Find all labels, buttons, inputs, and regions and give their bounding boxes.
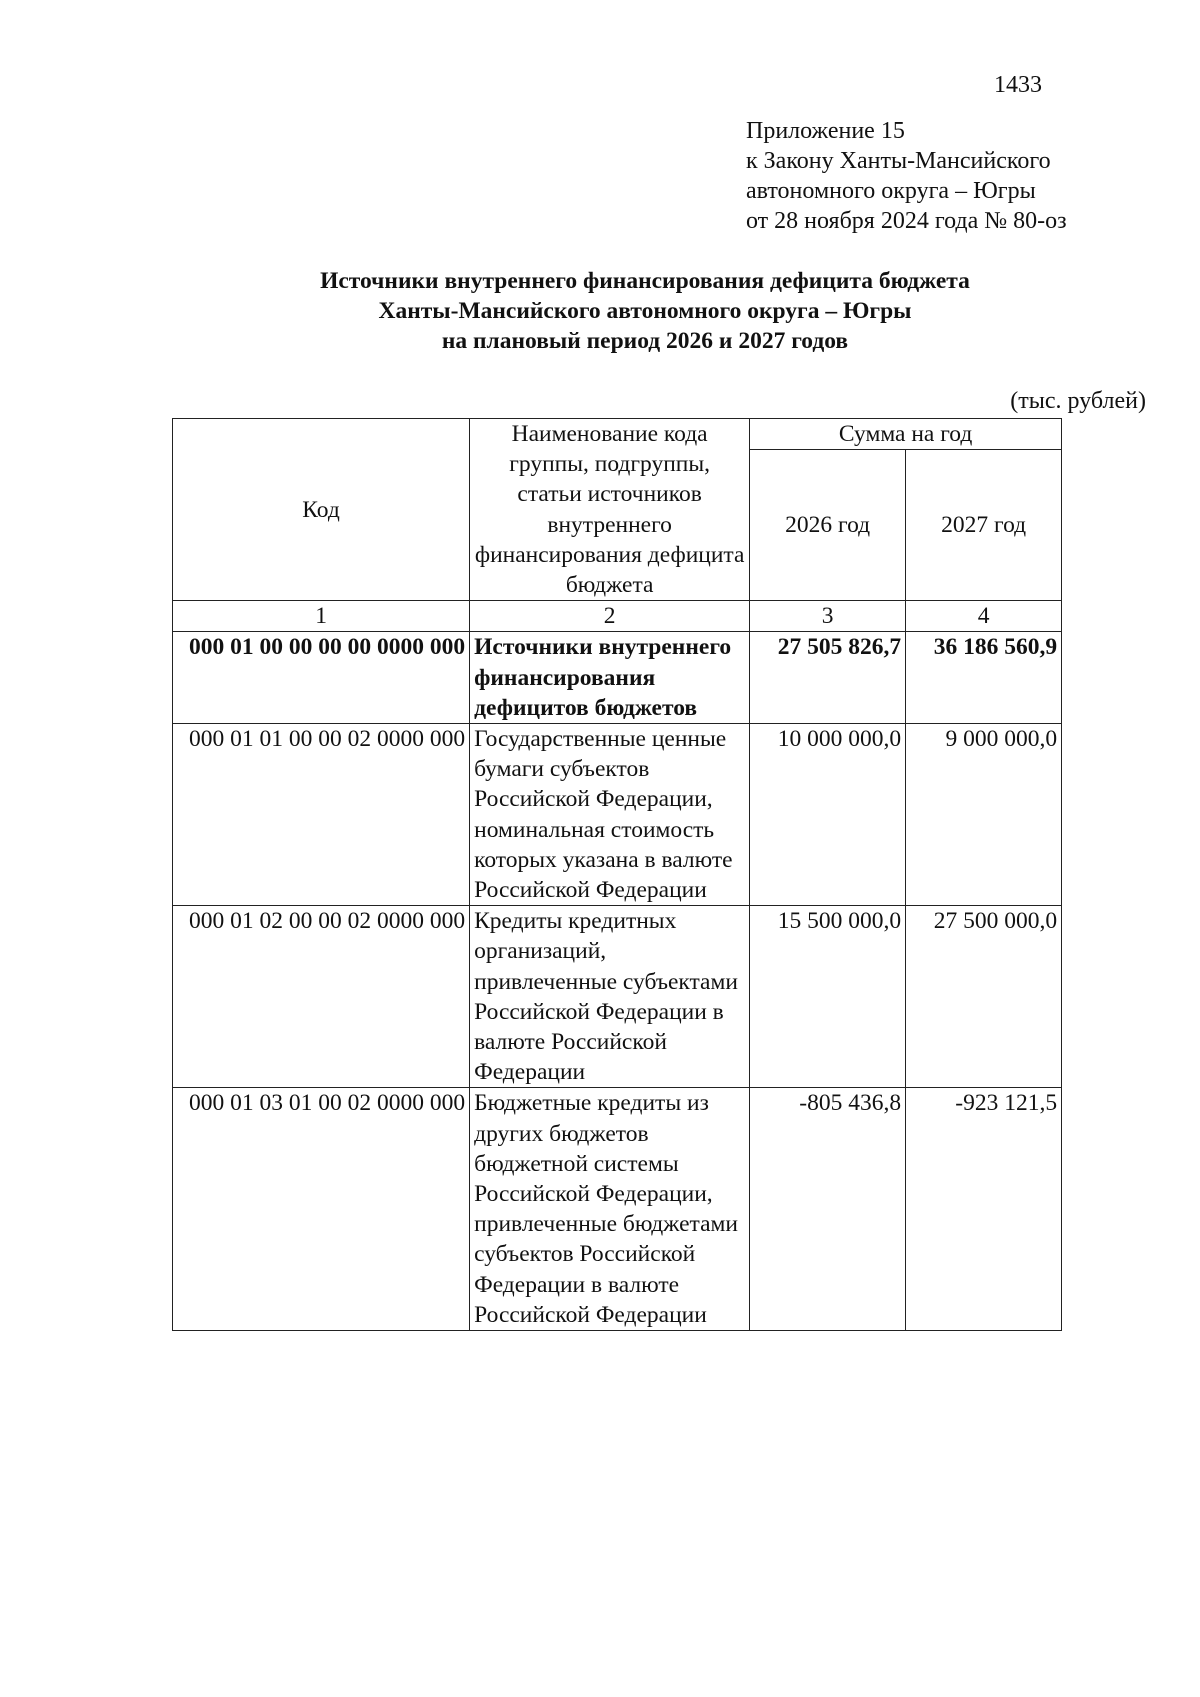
row-amount-2027: 9 000 000,0 (906, 724, 1062, 906)
column-number: 3 (750, 601, 906, 632)
column-number: 4 (906, 601, 1062, 632)
title-line-2: Ханты-Мансийского автономного округа – Югры (378, 298, 912, 324)
column-number: 2 (470, 601, 750, 632)
row-code: 000 01 03 01 00 02 0000 000 (173, 1088, 470, 1331)
column-number-row (173, 601, 1062, 632)
document-title (0, 266, 1200, 356)
row-amount-2027: -923 121,5 (906, 1088, 1062, 1331)
row-amount-2026: 10 000 000,0 (750, 724, 906, 906)
appendix-reference (746, 116, 1067, 236)
page-number: 1433 (994, 72, 1042, 98)
row-amount-2026: 27 505 826,7 (750, 632, 906, 724)
row-name: Кредиты кредитных организаций, привлеченные субъектами Российской Федерации в валюте Российской Федерации (470, 906, 750, 1088)
row-amount-2026: 15 500 000,0 (750, 906, 906, 1088)
header-year-2026: 2026 год (750, 450, 906, 601)
header-year-2027: 2027 год (906, 450, 1062, 601)
units-label: (тыс. рублей) (1010, 388, 1146, 414)
table-row (173, 1088, 1062, 1331)
row-name: Государственные ценные бумаги субъектов Российской Федерации, номинальная стоимость которых указана в валюте Российской Федерации (470, 724, 750, 906)
row-code: 000 01 00 00 00 00 0000 000 (173, 632, 470, 724)
financing-sources-table (172, 418, 1062, 1331)
column-number: 1 (173, 601, 470, 632)
row-name: Источники внутреннего финансирования дефицитов бюджетов (470, 632, 750, 724)
appendix-line-3: автономного округа – Югры (746, 178, 1036, 204)
row-name: Бюджетные кредиты из других бюджетов бюджетной системы Российской Федерации, привлеченные бюджетами субъектов Российской Федерации в валюте Российской Федерации (470, 1088, 750, 1331)
header-code: Код (173, 419, 470, 601)
appendix-line-4: от 28 ноября 2024 года № 80-оз (746, 208, 1067, 234)
header-row (173, 419, 1062, 450)
appendix-line-2: к Закону Ханты-Мансийского (746, 148, 1051, 174)
table-row (173, 724, 1062, 906)
row-code: 000 01 02 00 00 02 0000 000 (173, 906, 470, 1088)
appendix-line-1: Приложение 15 (746, 118, 905, 144)
row-amount-2027: 36 186 560,9 (906, 632, 1062, 724)
header-name: Наименование кода группы, подгруппы, статьи источников внутреннего финансирования дефицита бюджета (470, 419, 750, 601)
row-amount-2027: 27 500 000,0 (906, 906, 1062, 1088)
row-code: 000 01 01 00 00 02 0000 000 (173, 724, 470, 906)
table-row (173, 632, 1062, 724)
header-sum: Сумма на год (750, 419, 1062, 450)
table-row (173, 906, 1062, 1088)
title-line-1: Источники внутреннего финансирования дефицита бюджета (320, 268, 970, 294)
title-line-3: на плановый период 2026 и 2027 годов (441, 328, 849, 354)
row-amount-2026: -805 436,8 (750, 1088, 906, 1331)
table-body (173, 419, 1062, 1331)
